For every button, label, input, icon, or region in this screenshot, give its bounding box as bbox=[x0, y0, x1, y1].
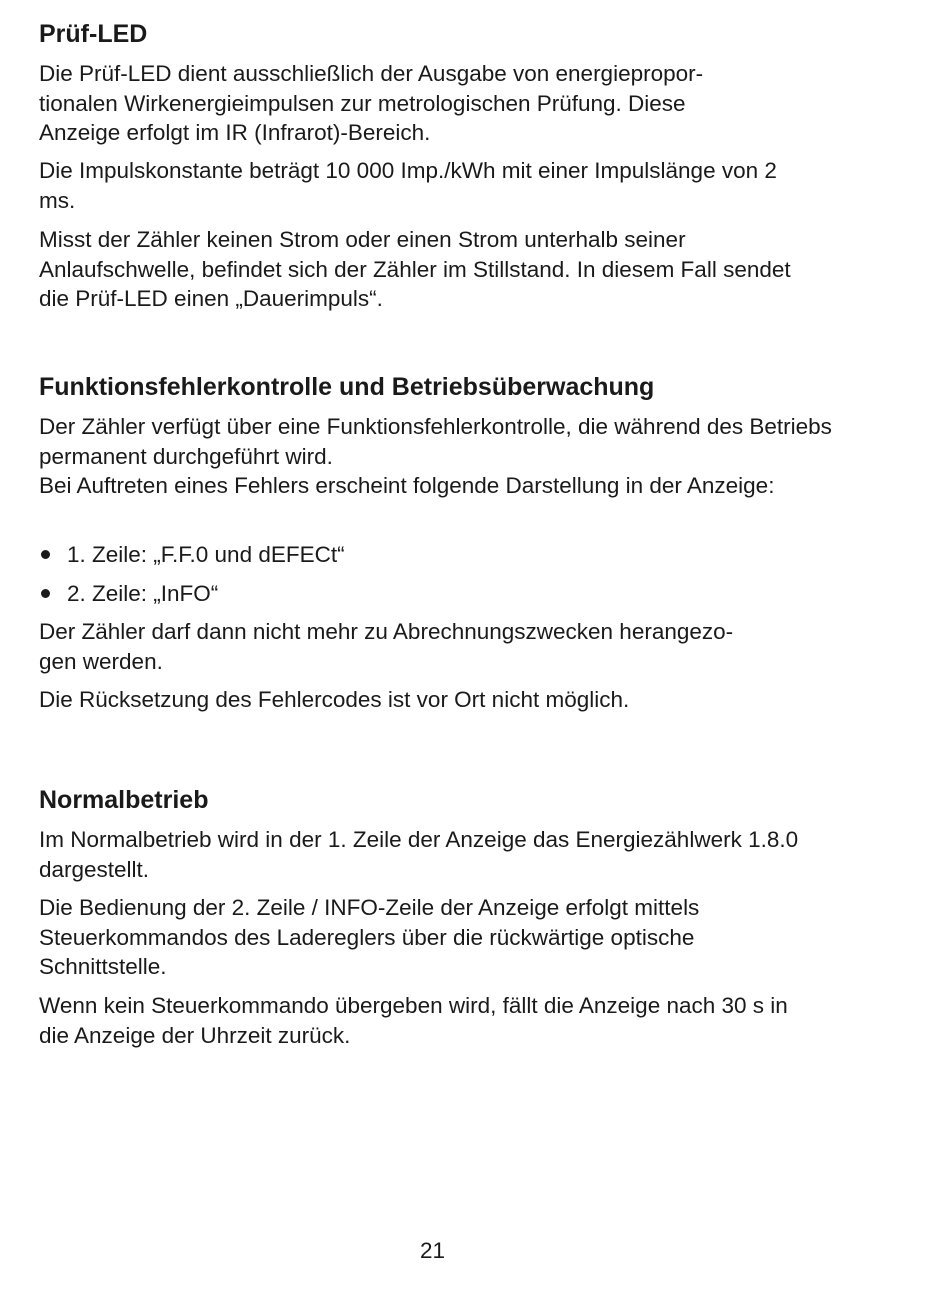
paragraph bbox=[39, 617, 733, 676]
bullet-icon bbox=[41, 550, 50, 559]
paragraph: Misst der Zähler keinen Strom oder einen Strom unterhalb seiner Anlaufschwelle, befindet sich der Zähler im Stillstand. In diesem Fall sendet die Prüf-LED einen „Dauerimpuls“. bbox=[39, 227, 791, 311]
list-item-text: 1. Zeile: „F.F.0 und dEFECt“ bbox=[67, 542, 345, 567]
section-heading-funktionsfehlerkontrolle: Funktionsfehlerkontrolle und Betriebsüberwachung bbox=[39, 373, 655, 401]
section-heading-pruef-led: Prüf-LED bbox=[39, 20, 148, 48]
paragraph: Die Impulskonstante beträgt 10 000 Imp./kWh mit einer Impulslänge von 2 ms. bbox=[39, 158, 777, 213]
section-heading-normalbetrieb: Normalbetrieb bbox=[39, 786, 209, 814]
bullet-icon bbox=[41, 589, 50, 598]
list-item-text: 2. Zeile: „InFO“ bbox=[67, 581, 219, 606]
paragraph: Wenn kein Steuerkommando übergeben wird, fällt die Anzeige nach 30 s in die Anzeige der Uhrzeit zurück. bbox=[39, 993, 788, 1048]
paragraph: Die Bedienung der 2. Zeile / INFO-Zeile der Anzeige erfolgt mittels Steuerkommandos des Ladereglers über die rückwärtige optische Schnittstelle. bbox=[39, 895, 700, 979]
paragraph: Bei Auftreten eines Fehlers erscheint folgende Darstellung in der Anzeige: bbox=[39, 473, 775, 498]
line: Die Prüf-LED dient ausschließlich der Ausgabe von energiepropor- bbox=[39, 61, 704, 86]
line: gen werden. bbox=[39, 648, 163, 674]
paragraph: Im Normalbetrieb wird in der 1. Zeile der Anzeige das Energiezählwerk 1.8.0 dargestellt. bbox=[39, 827, 799, 882]
line: Der Zähler darf dann nicht mehr zu Abrechnungszwecken herangezo- bbox=[39, 619, 734, 644]
line: tionalen Wirkenergieimpulsen zur metrologischen Prüfung. Diese bbox=[39, 90, 686, 116]
list-item bbox=[39, 540, 345, 570]
list-item bbox=[39, 579, 218, 609]
line: Anzeige erfolgt im IR (Infrarot)-Bereich. bbox=[39, 120, 431, 145]
paragraph: Der Zähler verfügt über eine Funktionsfehlerkontrolle, die während des Betriebs permanent durchgeführt wird. bbox=[39, 414, 832, 469]
page-number: 21 bbox=[419, 1238, 446, 1263]
paragraph: Die Rücksetzung des Fehlercodes ist vor Ort nicht möglich. bbox=[39, 687, 630, 712]
paragraph bbox=[39, 59, 703, 148]
